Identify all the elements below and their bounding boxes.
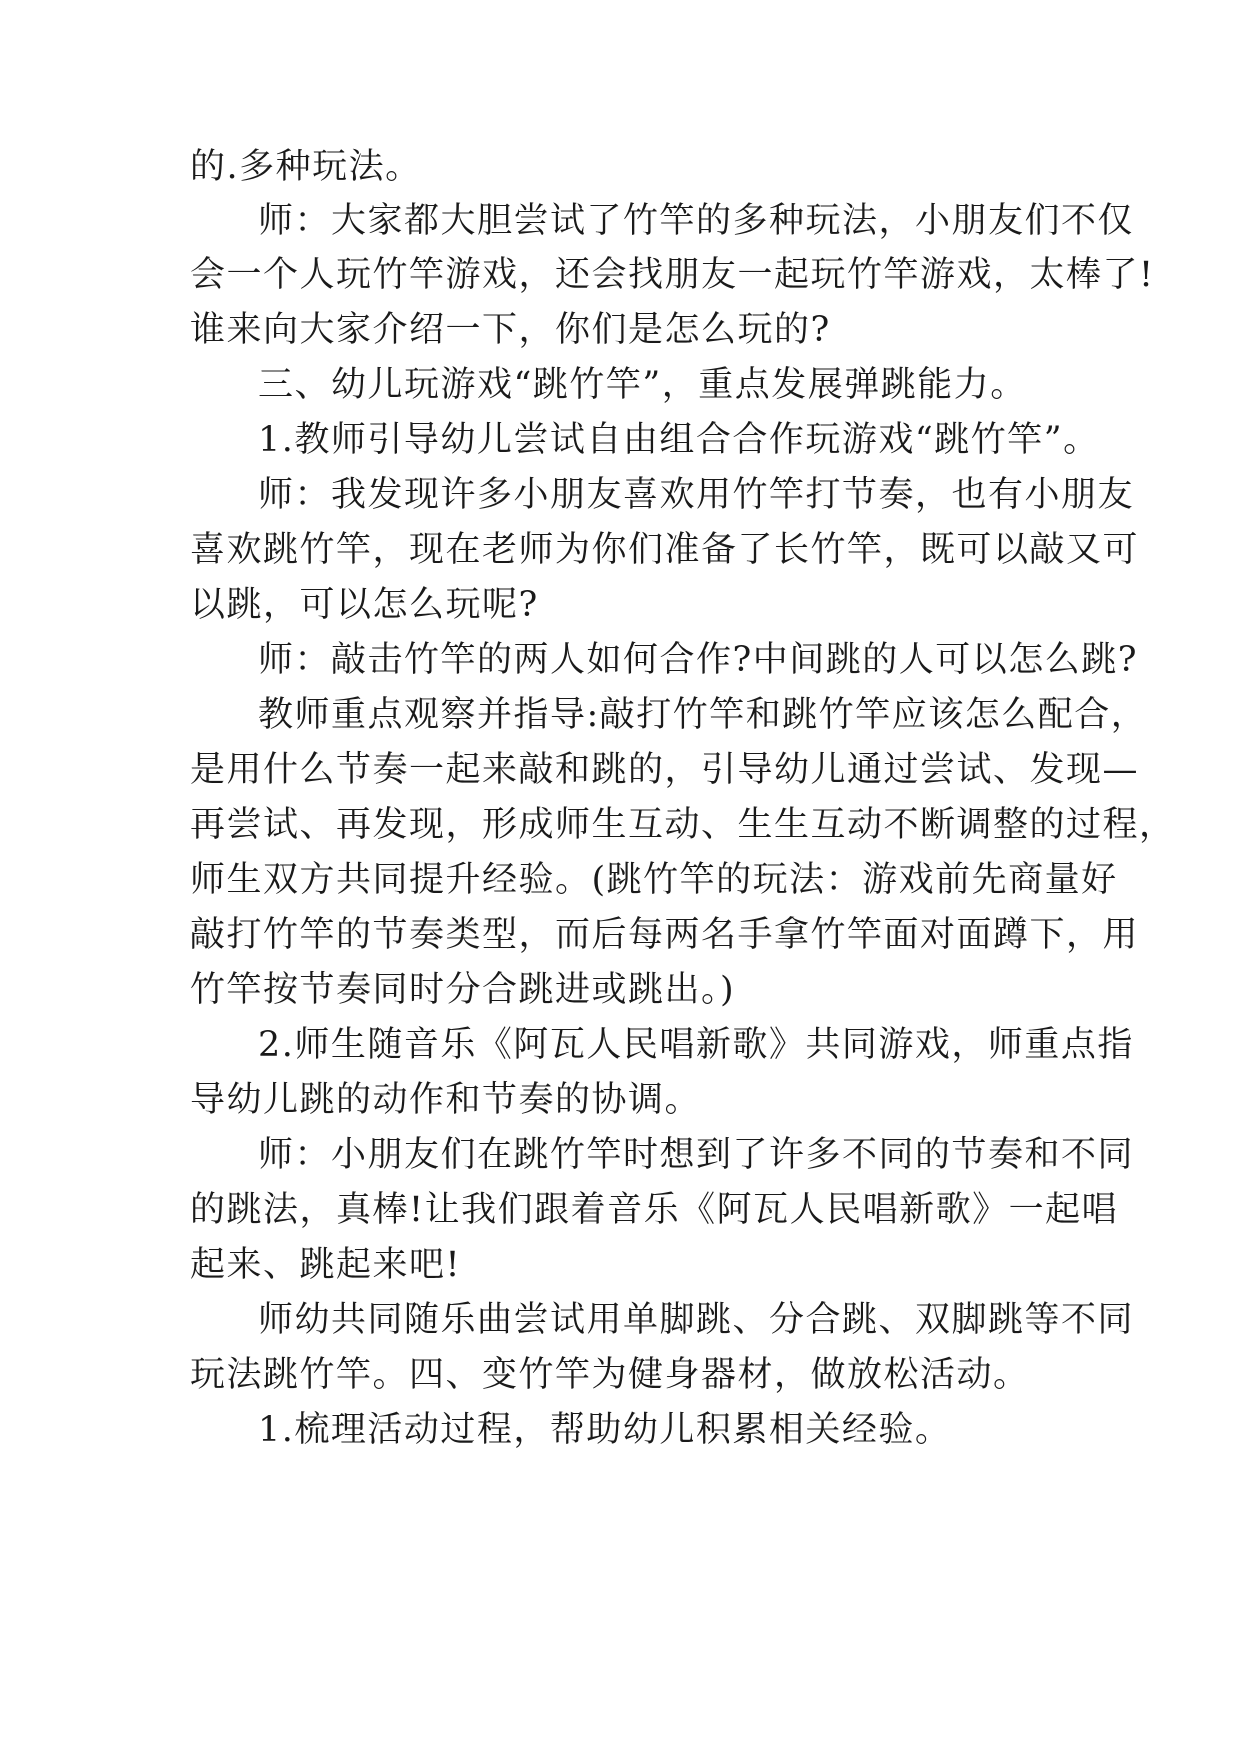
- text-line: 师：我发现许多小朋友喜欢用竹竿打节奏，也有小朋友: [258, 475, 1135, 515]
- text-line: 竹竿按节奏同时分合跳进或跳出。): [190, 970, 736, 1010]
- text-line: 师：大家都大胆尝试了竹竿的多种玩法，小朋友们不仅: [258, 201, 1135, 241]
- text-line: 玩法跳竹竿。四、变竹竿为健身器材，做放松活动。: [190, 1355, 1030, 1395]
- text-line: 再尝试、再发现，形成师生互动、生生互动不断调整的过程，: [190, 805, 1176, 845]
- text-line: 敲打竹竿的节奏类型，而后每两名手拿竹竿面对面蹲下，用: [190, 915, 1140, 955]
- text-line: 起来、跳起来吧!: [190, 1245, 462, 1285]
- text-line: 师幼共同随乐曲尝试用单脚跳、分合跳、双脚跳等不同: [258, 1300, 1135, 1340]
- text-line: 师：敲击竹竿的两人如何合作?中间跳的人可以怎么跳?: [258, 640, 1139, 680]
- text-line: 师生双方共同提升经验。(跳竹竿的玩法：游戏前先商量好: [190, 860, 1118, 900]
- text-line: 的.多种玩法。: [190, 147, 422, 187]
- text-line: 三、幼儿玩游戏“跳竹竿”，重点发展弹跳能力。: [258, 365, 1027, 405]
- text-line: 1.教师引导幼儿尝试自由组合合作玩游戏“跳竹竿”。: [258, 420, 1100, 460]
- text-line: 以跳，可以怎么玩呢?: [190, 585, 539, 625]
- text-line: 会一个人玩竹竿游戏，还会找朋友一起玩竹竿游戏，太棒了!: [190, 255, 1155, 295]
- text-line: 的跳法，真棒!让我们跟着音乐《阿瓦人民唱新歌》一起唱: [190, 1190, 1119, 1230]
- text-line: 是用什么节奏一起来敲和跳的，引导幼儿通过尝试、发现—: [190, 750, 1140, 790]
- text-line: 导幼儿跳的动作和节奏的协调。: [190, 1080, 702, 1120]
- text-line: 师：小朋友们在跳竹竿时想到了许多不同的节奏和不同: [258, 1135, 1135, 1175]
- text-line: 教师重点观察并指导:敲打竹竿和跳竹竿应该怎么配合，: [258, 695, 1148, 735]
- text-line: 1.梳理活动过程，帮助幼儿积累相关经验。: [258, 1410, 952, 1450]
- text-line: 谁来向大家介绍一下，你们是怎么玩的?: [190, 310, 831, 350]
- text-line: 喜欢跳竹竿，现在老师为你们准备了长竹竿，既可以敲又可: [190, 530, 1140, 570]
- text-line: 2.师生随音乐《阿瓦人民唱新歌》共同游戏，师重点指: [258, 1025, 1134, 1065]
